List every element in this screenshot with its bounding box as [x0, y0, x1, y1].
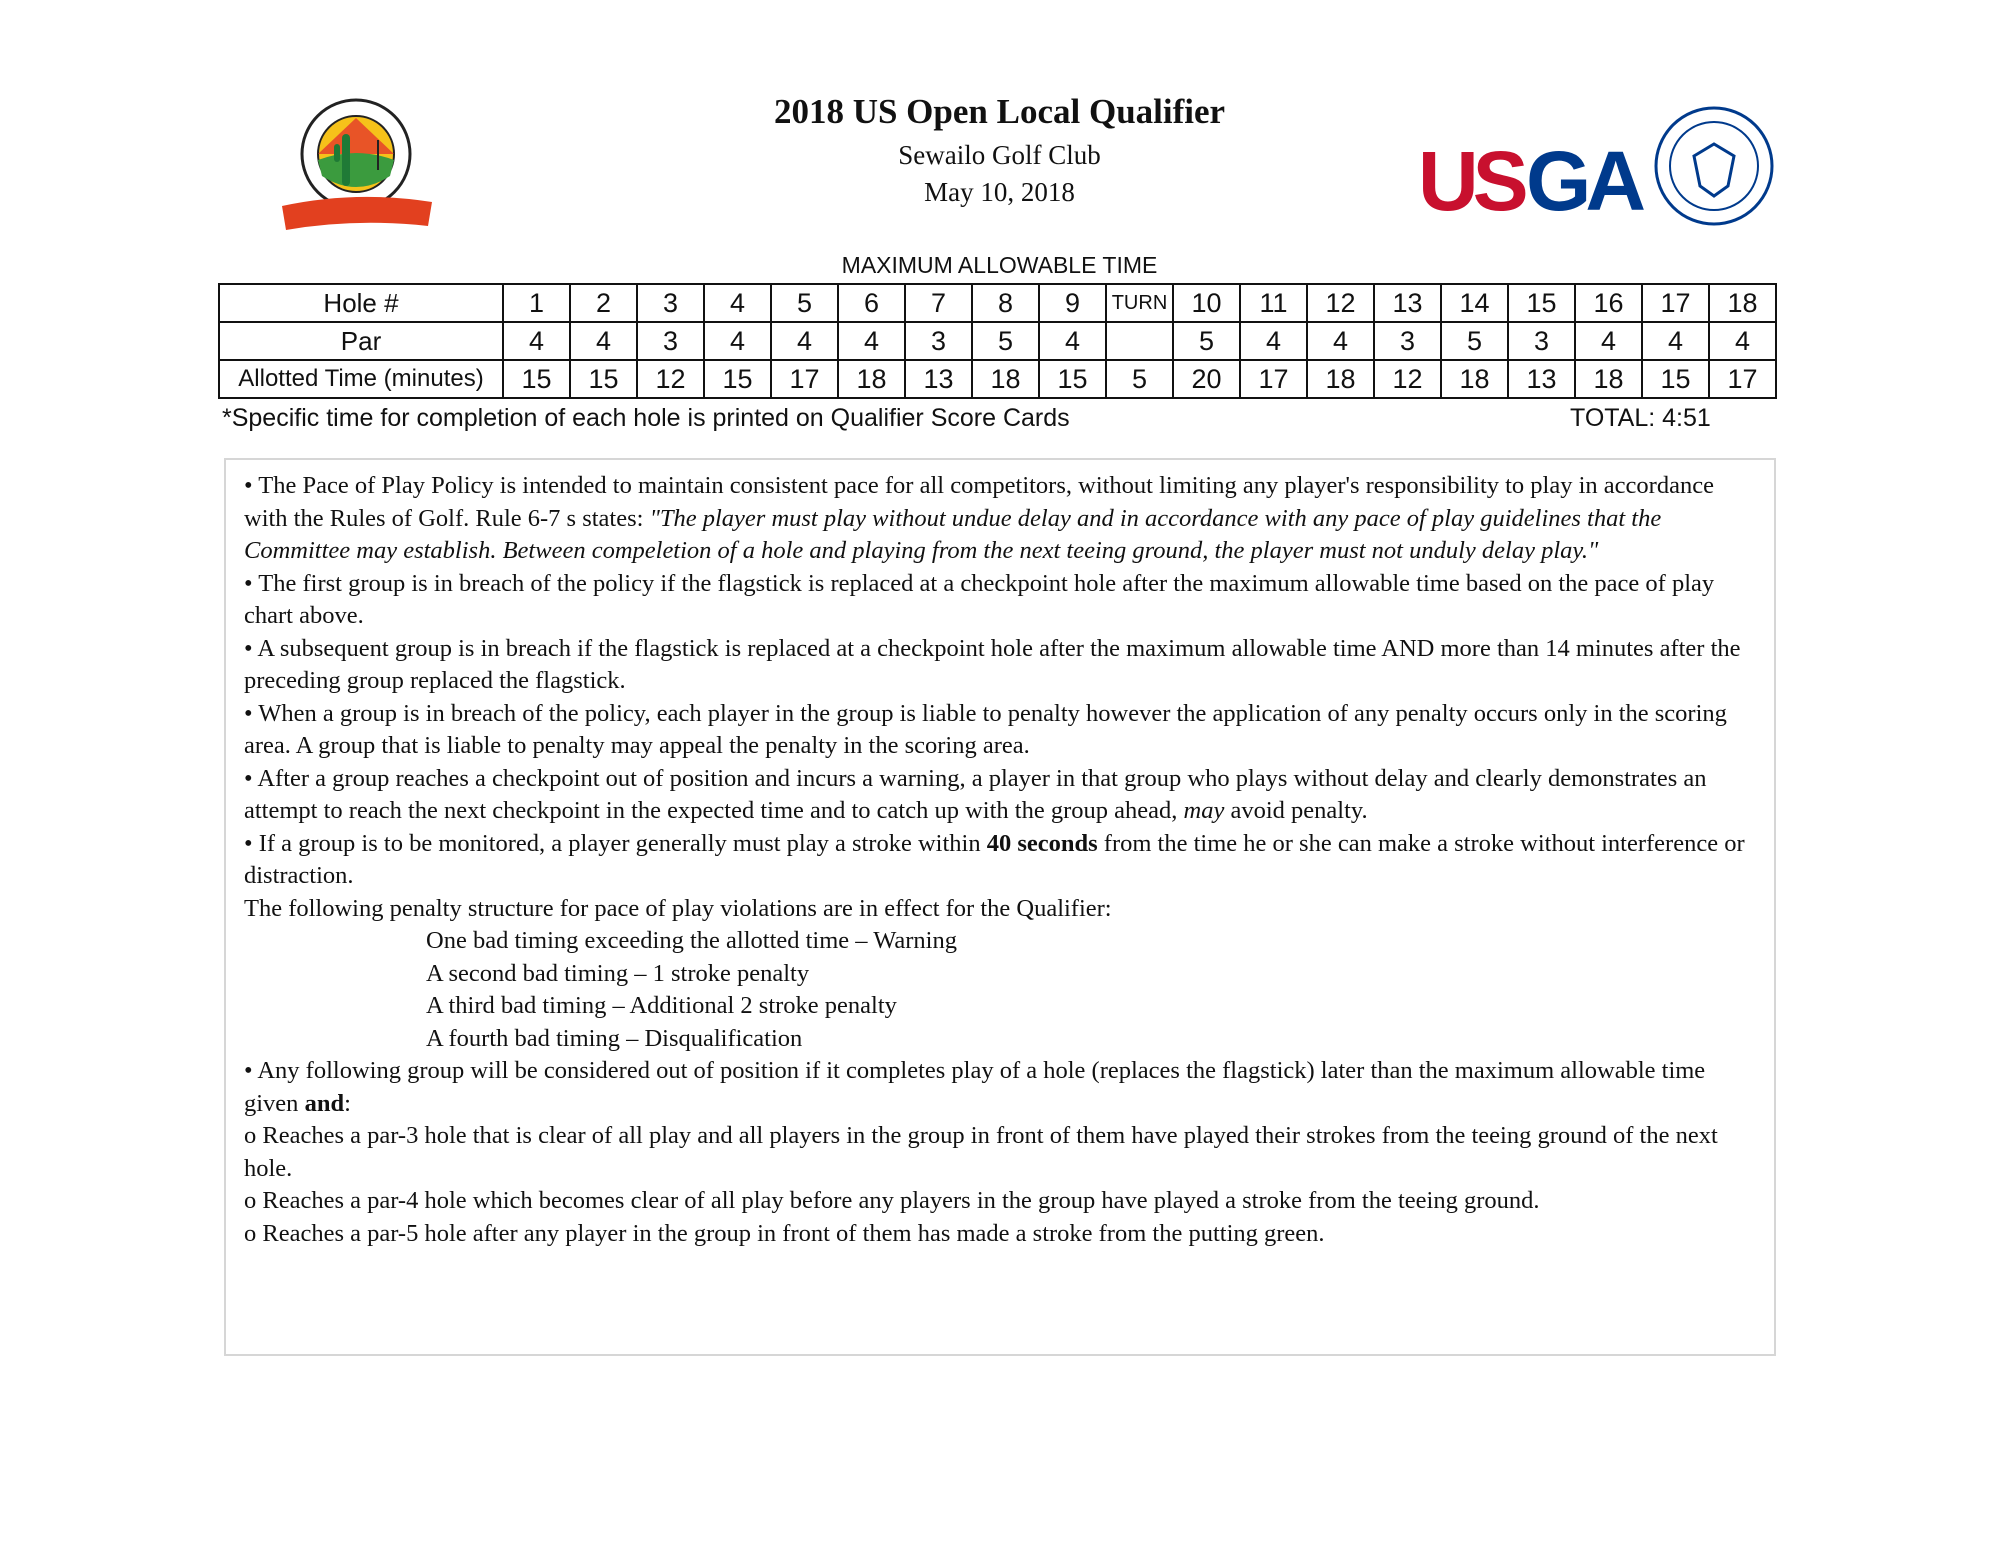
policy-text: • The Pace of Play Policy is intended to maintain consistent pace for all competitors, without limiting any player's responsibility to play in accordance with the Rules of Golf. Rule 6-7 s states:	[244, 472, 1714, 532]
table-cell: 15	[1508, 284, 1575, 322]
total-time: TOTAL: 4:51	[1570, 404, 1711, 432]
table-footnote: *Specific time for completion of each hole is printed on Qualifier Score Cards	[222, 404, 1070, 432]
table-cell	[1106, 322, 1173, 360]
table-cell: 17	[1709, 360, 1776, 398]
table-cell: 7	[905, 284, 972, 322]
table-cell: 6	[838, 284, 905, 322]
table-cell: 2	[570, 284, 637, 322]
table-cell: 12	[1374, 360, 1441, 398]
page-title: 2018 US Open Local Qualifier	[773, 92, 1226, 131]
table-cell: 15	[1642, 360, 1709, 398]
policy-paragraph: • The first group is in breach of the policy if the flagstick is replaced at a checkpoint hole after the maximum allowable time based on the pace of play chart above.	[244, 569, 1715, 629]
penalty-item: A second bad timing – 1 stroke penalty	[426, 959, 810, 987]
table-cell: 13	[905, 360, 972, 398]
table-cell: 5	[771, 284, 838, 322]
table-row-hole	[219, 284, 1776, 322]
table-cell: 4	[771, 322, 838, 360]
policy-text: from the time he or she can make a stroke without interference or distraction.	[244, 829, 1745, 889]
condition-item: o Reaches a par-3 hole that is clear of all play and all players in the group in front of them have played their strokes from the teeing ground of the next hole.	[244, 1122, 1718, 1182]
table-cell: 17	[771, 360, 838, 398]
policy-paragraph: The following penalty structure for pace of play violations are in effect for the Qualifier:	[244, 894, 1112, 922]
penalty-item: A fourth bad timing – Disqualification	[426, 1024, 803, 1052]
table-cell: 13	[1374, 284, 1441, 322]
table-cell: 14	[1441, 284, 1508, 322]
policy-text: avoid penalty.	[1224, 797, 1368, 824]
table-cell: 4	[1307, 322, 1374, 360]
emphasis: may	[1183, 797, 1225, 824]
table-cell: 18	[1709, 284, 1776, 322]
table-cell: 3	[1508, 322, 1575, 360]
svg-text:GA: GA	[1526, 134, 1640, 228]
table-cell: 13	[1508, 360, 1575, 398]
policy-paragraph	[244, 470, 1756, 568]
table-cell: 3	[1374, 322, 1441, 360]
penalty-item: A third bad timing – Additional 2 stroke penalty	[426, 992, 897, 1019]
table-cell: 4	[503, 322, 570, 360]
table-cell: 16	[1575, 284, 1642, 322]
table-cell: 1	[503, 284, 570, 322]
table-cell: 9	[1039, 284, 1106, 322]
table-cell: 12	[1307, 284, 1374, 322]
table-cell: 4	[704, 322, 771, 360]
policy-paragraph	[244, 1055, 1756, 1120]
table-cell: 18	[1307, 360, 1374, 398]
table-cell: 15	[503, 360, 570, 398]
table-cell: TURN	[1106, 284, 1173, 322]
policy-text: :	[344, 1089, 351, 1117]
policy-paragraph: • A subsequent group is in breach if the flagstick is replaced at a checkpoint hole after the maximum allowable time AND more than 14 minutes after the preceding group replaced the flagstick.	[244, 634, 1741, 694]
policy-text: • If a group is to be monitored, a player generally must play a stroke within	[244, 829, 987, 857]
table-cell: 12	[637, 360, 704, 398]
condition-item: o Reaches a par-5 hole after any player in the group in front of them has made a stroke from the putting green.	[244, 1219, 1325, 1247]
table-row-par	[219, 322, 1776, 360]
penalty-item: One bad timing exceeding the allotted time – Warning	[426, 927, 957, 954]
policy-paragraph: • When a group is in breach of the policy, each player in the group is liable to penalty however the application of any penalty occurs only in the scoring area. A group that is liable to penalty may appeal the penalty in the scoring area.	[244, 699, 1727, 759]
pace-of-play-policy	[224, 458, 1776, 1356]
table-cell: 18	[1441, 360, 1508, 398]
table-cell: 5	[1106, 360, 1173, 398]
table-row-allotted-time	[219, 360, 1776, 398]
policy-paragraph	[244, 828, 1756, 893]
table-cell: 4	[1575, 322, 1642, 360]
table-cell: 18	[1575, 360, 1642, 398]
table-cell: 4	[1642, 322, 1709, 360]
table-cell: 3	[637, 284, 704, 322]
table-cell: 15	[1039, 360, 1106, 398]
table-cell: 20	[1173, 360, 1240, 398]
table-cell: 4	[570, 322, 637, 360]
svg-text:US: US	[1418, 134, 1523, 228]
table-cell: 4	[1039, 322, 1106, 360]
row-header: Allotted Time (minutes)	[219, 360, 503, 398]
policy-text: • Any following group will be considered out of position if it completes play of a hole (replaces the flagstick) later than the maximum allowable time given	[244, 1057, 1706, 1117]
row-header: Hole #	[219, 284, 503, 322]
table-cell: 15	[704, 360, 771, 398]
table-cell: 3	[905, 322, 972, 360]
table-cell: 18	[838, 360, 905, 398]
policy-text: • After a group reaches a checkpoint out of position and incurs a warning, a player in that group who plays without delay and clearly demonstrates an attempt to reach the next checkpoint in the expected time and to catch up with the group ahead,	[244, 764, 1707, 824]
table-cell: 8	[972, 284, 1039, 322]
table-cell: 4	[704, 284, 771, 322]
table-cell: 17	[1240, 360, 1307, 398]
table-cell: 17	[1642, 284, 1709, 322]
table-cell: 5	[1441, 322, 1508, 360]
table-caption: MAXIMUM ALLOWABLE TIME	[841, 252, 1158, 278]
table-cell: 5	[1173, 322, 1240, 360]
table-cell: 4	[838, 322, 905, 360]
table-cell: 5	[972, 322, 1039, 360]
rule-quote: "The player must play without undue delay and in accordance with any pace of play guidelines that the Committee may establish. Between compeletion of a hole and playing from the next teeing ground, the player must not unduly delay play."	[244, 504, 1662, 564]
table-cell: 10	[1173, 284, 1240, 322]
condition-item: o Reaches a par-4 hole which becomes clear of all play before any players in the group have played a stroke from the teeing ground.	[244, 1187, 1540, 1214]
row-header: Par	[219, 322, 503, 360]
emphasis: 40 seconds	[986, 829, 1098, 857]
table-cell: 18	[972, 360, 1039, 398]
table-cell: 3	[637, 322, 704, 360]
pace-of-play-table	[218, 283, 1777, 399]
event-date: May 10, 2018	[924, 177, 1075, 207]
table-cell: 11	[1240, 284, 1307, 322]
table-cell: 4	[1240, 322, 1307, 360]
table-cell: 4	[1709, 322, 1776, 360]
table-cell: 15	[570, 360, 637, 398]
policy-paragraph	[244, 763, 1756, 828]
venue-name: Sewailo Golf Club	[898, 140, 1101, 170]
usga-logo	[1418, 106, 1778, 230]
emphasis: and	[304, 1089, 345, 1117]
